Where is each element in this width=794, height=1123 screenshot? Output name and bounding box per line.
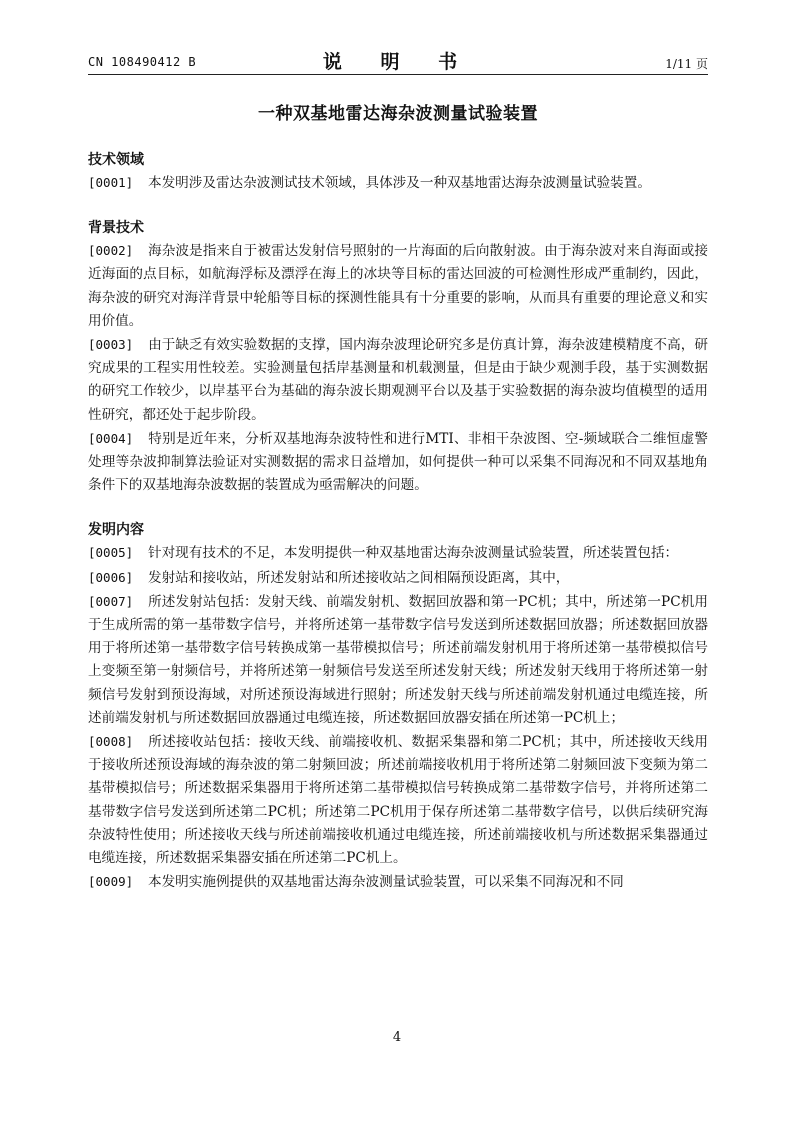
paragraph-number: [0003] xyxy=(88,337,134,353)
page-indicator: 1/11 页 xyxy=(665,57,708,71)
header-divider xyxy=(88,74,708,75)
document-title: 一种双基地雷达海杂波测量试验装置 xyxy=(258,104,538,124)
paragraph-0003 xyxy=(88,333,708,427)
paragraph-text: 本发明涉及雷达杂波测试技术领域，具体涉及一种双基地雷达海杂波测量试验装置。 xyxy=(148,175,651,191)
page-number: 4 xyxy=(392,1030,402,1045)
paragraph-text: 本发明实施例提供的双基地雷达海杂波测量试验装置，可以采集不同海况和不同 xyxy=(148,874,624,891)
paragraph-number: [0008] xyxy=(88,734,134,750)
paragraph-0005 xyxy=(88,541,708,565)
document-body xyxy=(88,149,708,894)
paragraph-number: [0009] xyxy=(88,874,134,890)
section-heading-background: 背景技术 xyxy=(88,220,144,237)
page-header xyxy=(88,45,708,75)
paragraph-number: [0007] xyxy=(88,593,134,609)
paragraph-0004 xyxy=(88,427,708,498)
paragraph-number: [0002] xyxy=(88,243,134,259)
paragraph-text: 特别是近年来，分析双基地海杂波特性和进行MTI、非相干杂波图、空-频域联合二维恒虚警处理等杂波抑制算法验证对实测数据的需求日益增加，如何提供一种可以采集不同海况和不同双基地角条件下的双基地海杂波数据的装置成为亟需解决的问题。 xyxy=(88,430,708,494)
document-type: 说 明 书 xyxy=(322,51,474,73)
paragraph-number: [0006] xyxy=(88,569,134,585)
paragraph-0006 xyxy=(88,566,708,590)
paragraph-text: 所述发射站包括：发射天线、前端发射机、数据回放器和第一PC机；其中，所述第一PC机用于生成所需的第一基带数字信号，并将所述第一基带数字信号发送到所述数据回放器；所述数据回放器用于将所述第一基带数字信号转换成第一基带模拟信号；所述前端发射机用于将所述第一基带模拟信号上变频至第一射频信号，并将所述第一射频信号发送至所述发射天线；所述发射天线用于将所述第一射频信号发射到预设海域，对所述预设海域进行照射；所述发射天线与所述前端发射机通过电缆连接，所述前端发射机与所述数据回放器通过电缆连接，所述数据回放器安插在所述第一PC机上； xyxy=(88,593,708,726)
paragraph-number: [0005] xyxy=(88,545,134,561)
section-heading-field: 技术领域 xyxy=(88,152,144,168)
paragraph-0001 xyxy=(88,171,708,195)
paragraph-number: [0001] xyxy=(88,175,134,190)
paragraph-text: 海杂波是指来自于被雷达发射信号照射的一片海面的后向散射波。由于海杂波对来自海面或接近海面的点目标，如航海浮标及漂浮在海上的冰块等目标的雷达回波的可检测性形成严重制约，因此，海杂波的研究对海洋背景中轮船等目标的探测性能具有十分重要的影响，从而具有重要的理论意义和实用价值。 xyxy=(88,243,708,329)
paragraph-text: 针对现有技术的不足，本发明提供一种双基地雷达海杂波测量试验装置，所述装置包括： xyxy=(148,545,679,562)
paragraph-text: 由于缺乏有效实验数据的支撑，国内海杂波理论研究多是仿真计算，海杂波建模精度不高，研究成果的工程实用性较差。实验测量包括岸基测量和机载测量，但是由于缺少观测手段，基于实测数据的研究工作较少，以岸基平台为基础的海杂波长期观测平台以及基于实验数据的海杂波均值模型的适用性研究，都还处于起步阶段。 xyxy=(88,337,708,423)
section-heading-summary: 发明内容 xyxy=(88,522,144,539)
paragraph-number: [0004] xyxy=(88,430,134,446)
paragraph-text: 所述接收站包括：接收天线、前端接收机、数据采集器和第二PC机；其中，所述接收天线用于接收所述预设海域的海杂波的第二射频回波；所述前端接收机用于将所述第二射频回波下变频为第二基带模拟信号；所述数据采集器用于将所述第二基带模拟信号转换成第二基带数字信号，并将所述第二基带数字信号发送到所述第二PC机；所述第二PC机用于保存所述第二基带数字信号，以供后续研究海杂波特性使用；所述接收天线与所述前端接收机通过电缆连接，所述前端接收机与所述数据采集器通过电缆连接，所述数据采集器安插在所述第二PC机上。 xyxy=(88,734,708,867)
paragraph-text: 发射站和接收站，所述发射站和所述接收站之间相隔预设距离，其中， xyxy=(148,569,570,586)
paragraph-0008 xyxy=(88,730,708,870)
paragraph-0009 xyxy=(88,870,708,894)
paragraph-0002 xyxy=(88,239,708,333)
paragraph-0007 xyxy=(88,590,708,730)
patent-number: CN 108490412 B xyxy=(88,55,197,69)
